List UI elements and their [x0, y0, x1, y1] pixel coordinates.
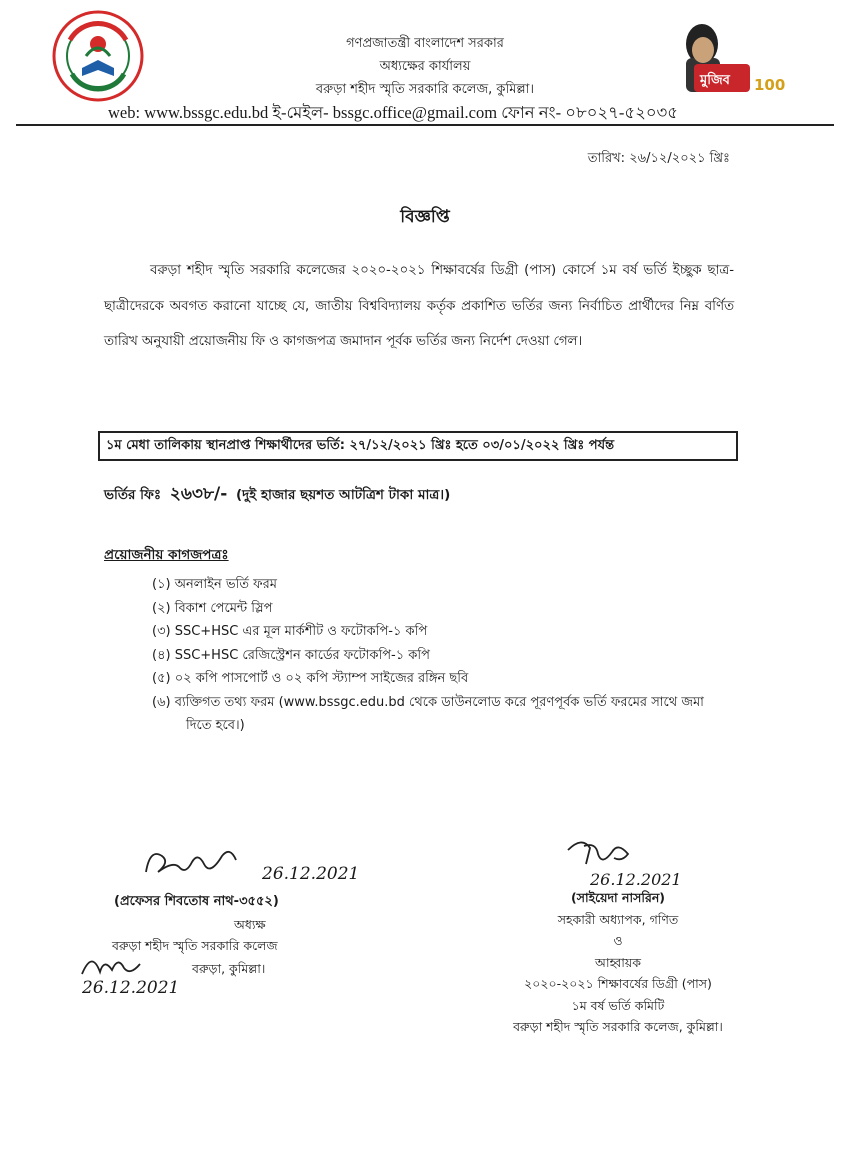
header-divider [16, 124, 834, 126]
contact-line: web: www.bssgc.edu.bd ই-মেইল- bssgc.office@gmail.com ফোন নং- ০৮০২৭-৫২০৩৫ [108, 103, 678, 122]
fee-label: ভর্তির ফিঃ [104, 487, 162, 503]
convener-committee: ১ম বর্ষ ভর্তি কমিটি [571, 997, 665, 1013]
convener-title: আহ্বায়ক [595, 954, 641, 970]
office-name: অধ্যক্ষের কার্যালয় [379, 59, 471, 74]
second-signature-date: 26.12.2021 [82, 978, 180, 998]
list-item: (১) অনলাইন ভর্তি ফরম [152, 577, 278, 592]
fee-amount: ২৬৩৮/- [169, 484, 228, 504]
college-name: বরুড়া শহীদ স্মৃতি সরকারি কলেজ, কুমিল্লা। [315, 82, 535, 97]
merit-admission-notice: ১ম মেধা তালিকায় স্থানপ্রাপ্ত শিক্ষার্থীদের ভর্তি: ২৭/১২/২০২১ খ্রিঃ হতে ০৩/০১/২০২২ খ্রিঃ পর্যন্ত [98, 431, 738, 461]
list-item: (৪) SSC+HSC রেজিস্ট্রেশন কার্ডের ফটোকপি-১ কপি [152, 647, 430, 663]
notice-date: তারিখ: ২৬/১২/২০২১ খ্রিঃ [587, 151, 730, 166]
convener-signature-date: 26.12.2021 [590, 870, 682, 889]
list-item: (৫) ০২ কপি পাসপোর্ট ও ০২ কপি স্ট্যাম্প সাইজের রঙ্গিন ছবি [152, 671, 469, 686]
logo-100-text: 100 [754, 76, 786, 94]
principal-college: বরুড়া শহীদ স্মৃতি সরকারি কলেজ [112, 938, 278, 953]
convener-college: বরুড়া শহীদ স্মৃতি সরকারি কলেজ, কুমিল্লা। [513, 1019, 723, 1034]
convener-session: ২০২০-২০২১ শিক্ষাবর্ষের ডিগ্রী (পাস) [524, 976, 712, 991]
documents-list [152, 573, 712, 738]
principal-role: অধ্যক্ষ [234, 917, 266, 932]
fee-words: (দুই হাজার ছয়শত আটত্রিশ টাকা মাত্র।) [235, 487, 451, 503]
list-item: (২) বিকাশ পেমেন্ট স্লিপ [152, 600, 273, 616]
list-item: (৬) ব্যক্তিগত তথ্য ফরম (www.bssgc.edu.bd থেকে ডাউনলোড করে পূরণপূর্বক ভর্তি ফরমের সাথে জমা দিতে হবে।) [152, 694, 704, 733]
documents-title: প্রয়োজনীয় কাগজপত্রঃ [104, 547, 229, 563]
principal-place: বরুড়া, কুমিল্লা। [192, 961, 266, 976]
conjunction: ও [613, 933, 623, 948]
principal-signature [140, 842, 260, 890]
notice-paragraph: বরুড়া শহীদ স্মৃতি সরকারি কলেজের ২০২০-২০২১ শিক্ষাবর্ষের ডিগ্রী (পাস) কোর্সে ১ম বর্ষ ভর্তি ইচ্ছুক ছাত্র-ছাত্রীদেরকে অবগত করানো যাচ্ছে যে, জাতীয় বিশ্ববিদ্যালয় কর্তৃক প্রকাশিত ভর্তির জন্য নির্বাচিত প্রার্থীদের নিম্ন বর্ণিত তারিখ অনুযায়ী প্রয়োজনীয় ফি ও কাগজপত্র জমাদান পূর্বক ভর্তির জন্য নির্দেশ দেওয়া গেল। [104, 263, 734, 349]
admission-fee [104, 481, 450, 509]
logo-mujib-text: মুজিব [700, 73, 730, 88]
list-item: (৩) SSC+HSC এর মূল মার্কশীট ও ফটোকপি-১ কপি [152, 624, 428, 639]
govt-name: গণপ্রজাতন্ত্রী বাংলাদেশ সরকার [346, 36, 504, 51]
principal-name: (প্রফেসর শিবতোষ নাথ-৩৫৫২) [114, 894, 279, 909]
convener-role: সহকারী অধ্যাপক, গণিত [557, 911, 679, 927]
convener-block [458, 887, 778, 1038]
notice-heading: বিজ্ঞপ্তি [400, 207, 450, 227]
principal-signature-date: 26.12.2021 [262, 864, 360, 884]
convener-name: (সাইয়েদা নাসরিন) [571, 890, 665, 905]
